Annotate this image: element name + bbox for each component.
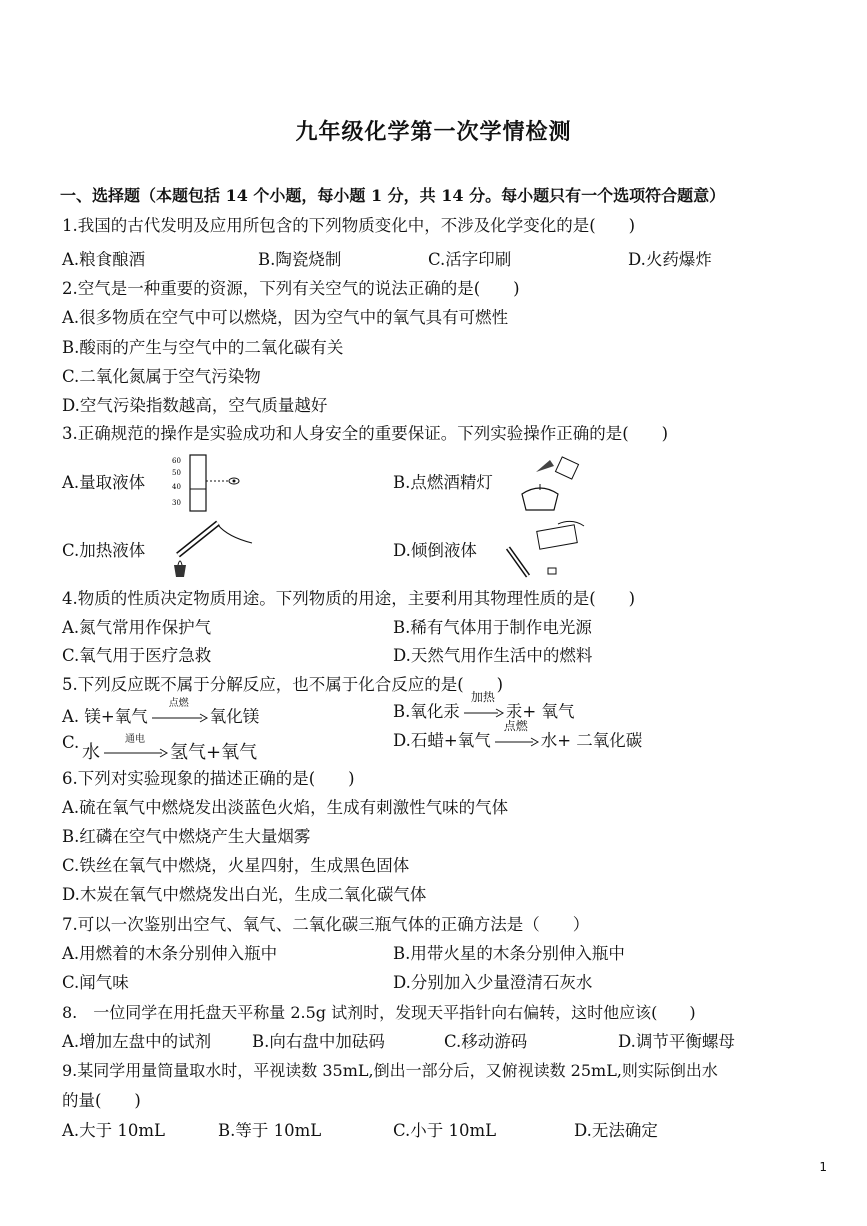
q8-option-a: A.增加左盘中的试剂 <box>62 1032 212 1051</box>
q5-c-prefix: C. <box>62 733 80 752</box>
q8-option-d: D.调节平衡螺母 <box>618 1032 735 1051</box>
q5-b-condition: 加热 <box>470 690 495 704</box>
q5-d-reactants: D.石蜡+氧气 <box>393 731 491 750</box>
q5-c-reactants: 水 <box>82 742 100 763</box>
graduated-cylinder-figure <box>168 453 248 513</box>
section-heading: 一、选择题（本题包括 14 个小题，每小题 1 分，共 14 分。每小题只有一个选项符合题意） <box>60 186 726 205</box>
q3-option-b: B.点燃酒精灯 <box>393 473 493 492</box>
q9-option-b: B.等于 10mL <box>218 1121 322 1140</box>
q4-option-c: C.氧气用于医疗急救 <box>62 646 212 665</box>
q4-option-a: A.氮气常用作保护气 <box>62 618 212 637</box>
q5-option-a <box>62 698 260 728</box>
tick-label-60: 60 <box>172 457 181 465</box>
q5-c-condition: 通电 <box>125 734 145 745</box>
q9-option-a: A.大于 10mL <box>62 1121 166 1140</box>
page-number: 1 <box>819 1160 827 1174</box>
q2-option-a: A.很多物质在空气中可以燃烧，因为空气中的氧气具有可燃性 <box>62 308 509 327</box>
q7-option-b: B.用带火星的木条分别伸入瓶中 <box>393 944 625 963</box>
q1-option-a: A.粮食酿酒 <box>62 250 146 269</box>
tick-label-50: 50 <box>172 469 181 477</box>
q6-option-b: B.红磷在空气中燃烧产生大量烟雾 <box>62 827 311 846</box>
q9-stem-line2: 的量( ) <box>62 1091 141 1110</box>
q5-option-c <box>82 734 258 764</box>
q5-d-products: 水+ 二氧化碳 <box>540 731 643 750</box>
q4-stem: 4.物质的性质决定物质用途。下列物质的用途，主要利用其物理性质的是( ) <box>62 589 636 608</box>
pouring-liquid-figure <box>498 518 590 582</box>
q3-stem: 3.正确规范的操作是实验成功和人身安全的重要保证。下列实验操作正确的是( ) <box>62 424 669 443</box>
q8-stem: 8. 一位同学在用托盘天平称量 2.5g 试剂时，发现天平指针向右偏转，这时他应该( ) <box>62 1003 696 1022</box>
q3-option-c: C.加热液体 <box>62 541 146 560</box>
q3-option-a: A.量取液体 <box>62 473 146 492</box>
q5-a-arrow <box>150 698 208 728</box>
q6-stem: 6.下列对实验现象的描述正确的是( ) <box>62 769 355 788</box>
q1-stem: 1.我国的古代发明及应用所包含的下列物质变化中，不涉及化学变化的是( ) <box>62 216 636 235</box>
q2-option-b: B.酸雨的产生与空气中的二氧化碳有关 <box>62 338 344 357</box>
heating-liquid-figure <box>168 515 258 579</box>
q8-option-b: B.向右盘中加砝码 <box>252 1032 385 1051</box>
q2-option-d: D.空气污染指数越高，空气质量越好 <box>62 396 328 415</box>
q2-option-c: C.二氧化氮属于空气污染物 <box>62 367 261 386</box>
tick-label-30: 30 <box>172 499 181 507</box>
q8-option-c: C.移动游码 <box>444 1032 528 1051</box>
q5-a-products: 氧化镁 <box>209 707 260 726</box>
q7-stem: 7.可以一次鉴别出空气、氧气、二氧化碳三瓶气体的正确方法是（ ） <box>62 915 590 934</box>
q9-option-d: D.无法确定 <box>574 1121 658 1140</box>
q9-stem-line1: 9.某同学用量筒量取水时，平视读数 35mL,倒出一部分后，又俯视读数 25mL,则实际倒出水 <box>62 1061 718 1080</box>
tick-label-40: 40 <box>172 483 181 491</box>
q7-option-d: D.分别加入少量澄清石灰水 <box>393 973 593 992</box>
q5-c-products: 氢气+氧气 <box>170 742 258 763</box>
exam-title: 九年级化学第一次学情检测 <box>295 119 572 145</box>
q1-option-d: D.火药爆炸 <box>628 250 712 269</box>
q5-b-reactants: B.氧化汞 <box>393 702 460 721</box>
q7-option-a: A.用燃着的木条分别伸入瓶中 <box>62 944 278 963</box>
q5-a-condition: 点燃 <box>168 698 189 709</box>
q5-c-arrow <box>102 734 168 764</box>
q5-d-condition: 点燃 <box>503 719 528 733</box>
q6-option-d: D.木炭在氧气中燃烧发出白光，生成二氧化碳气体 <box>62 885 427 904</box>
q4-option-d: D.天然气用作生活中的燃料 <box>393 646 593 665</box>
q5-option-d <box>393 719 643 752</box>
alcohol-lamp-figure <box>510 454 590 514</box>
q5-b-products: 汞+ 氧气 <box>505 702 575 721</box>
q5-option-b <box>393 690 575 723</box>
q6-option-a: A.硫在氧气中燃烧发出淡蓝色火焰，生成有刺激性气味的气体 <box>62 798 509 817</box>
q5-a-reactants: A. 镁+氧气 <box>62 707 148 726</box>
q2-stem: 2.空气是一种重要的资源，下列有关空气的说法正确的是( ) <box>62 279 520 298</box>
q7-option-c: C.闻气味 <box>62 973 129 992</box>
q5-d-arrow <box>493 719 539 752</box>
q1-option-c: C.活字印刷 <box>428 250 512 269</box>
q5-stem: 5.下列反应既不属于分解反应，也不属于化合反应的是( ) <box>62 675 504 694</box>
q6-option-c: C.铁丝在氧气中燃烧，火星四射，生成黑色固体 <box>62 856 410 875</box>
q4-option-b: B.稀有气体用于制作电光源 <box>393 618 592 637</box>
q3-option-d: D.倾倒液体 <box>393 541 477 560</box>
q9-option-c: C.小于 10mL <box>393 1121 497 1140</box>
q1-option-b: B.陶瓷烧制 <box>258 250 342 269</box>
